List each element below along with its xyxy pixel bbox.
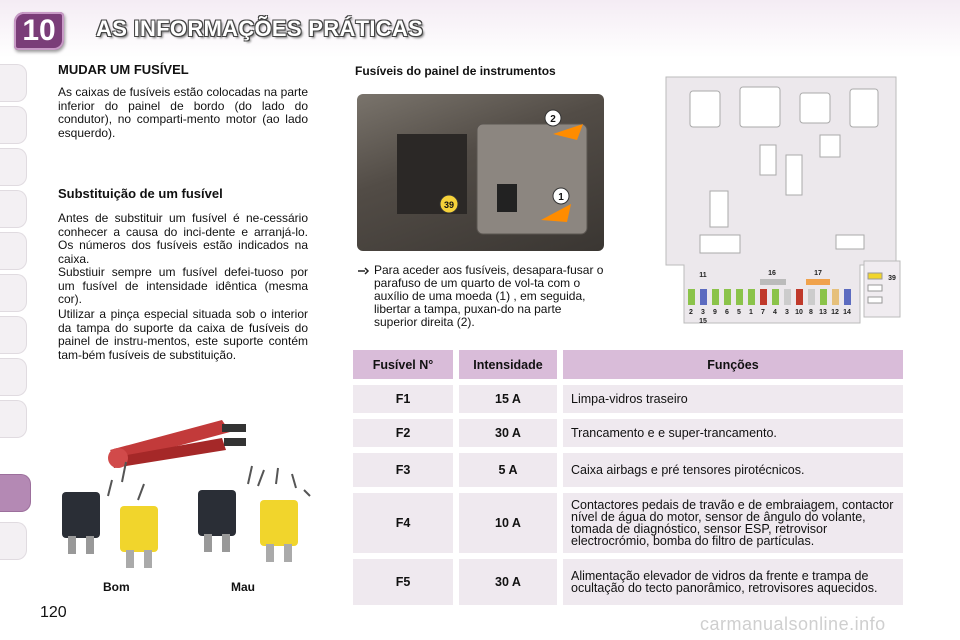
fuse-function: Alimentação elevador de vidros da frente e trampa de ocultação do tecto panorâmico, retrovisores aquecidos. [563, 559, 903, 605]
fuse-amps: 30 A [459, 419, 563, 447]
access-instruction: Para aceder aos fusíveis, desapara-fusar o parafuso de um quarto de vol-ta com o auxílio de uma moeda (1) , em seguida, libertar a tampa, puxan-do na parte superior direita (2). [374, 263, 604, 329]
fuse-pliers-icon [108, 420, 246, 468]
column-header-functions: Funções [563, 350, 903, 379]
chapter-tab[interactable] [0, 358, 27, 396]
diagram-label: 7 [761, 309, 765, 316]
diagram-label: 5 [737, 309, 741, 316]
fuse-number: F3 [353, 453, 459, 487]
fuse-amps: 10 A [459, 493, 563, 553]
diagram-label: 14 [843, 309, 851, 316]
chapter-tab[interactable] [0, 64, 27, 102]
fuse-number: F2 [353, 419, 459, 447]
page-title: AS INFORMAÇÕES PRÁTICAS [96, 16, 424, 41]
fuse-amps: 5 A [459, 453, 563, 487]
diagram-label: 1 [749, 309, 753, 316]
chapter-tab[interactable] [0, 106, 27, 144]
chapter-tab[interactable] [0, 274, 27, 312]
fuse-amps: 15 A [459, 385, 563, 413]
fuse-number: F5 [353, 559, 459, 605]
watermark: carmanualsonline.info [700, 614, 886, 634]
diagram-label: 12 [831, 309, 839, 316]
table-row [353, 385, 903, 413]
diagram-label: 10 [795, 309, 803, 316]
intro-paragraph: As caixas de fusíveis estão colocadas na parte inferior do painel de bordo (do lado do condutor), no comparti-mento motor (ao lado esquerdo). [58, 85, 308, 140]
diagram-label: 6 [725, 309, 729, 316]
side-fuse-panel [864, 261, 900, 317]
fuse-illustration [52, 410, 314, 580]
fuse-table [353, 344, 903, 611]
diagram-label: 13 [819, 309, 827, 316]
diagram-label: 9 [713, 309, 717, 316]
diagram-label: 16 [768, 270, 776, 277]
chapter-tab[interactable] [0, 232, 27, 270]
good-fuse-label: Bom [103, 580, 130, 594]
chapter-tab[interactable] [0, 522, 27, 560]
fuse-function: Trancamento e e super-trancamento. [563, 419, 903, 447]
diagram-label: 4 [773, 309, 777, 316]
subsection-heading: Substituição de um fusível [58, 186, 223, 201]
fuse-amps: 30 A [459, 559, 563, 605]
table-row [353, 559, 903, 605]
chapter-tab[interactable] [0, 316, 27, 354]
table-row [353, 453, 903, 487]
column-header-fuse: Fusível N° [353, 350, 459, 379]
diagram-label: 8 [809, 309, 813, 316]
column-header-amps: Intensidade [459, 350, 563, 379]
chapter-tab[interactable] [0, 190, 27, 228]
fuse-function: Contactores pedais de travão e de embraiagem, contactor nível de água do motor, sensor de ângulo do volante, tomada de diagnóstico, sensor ESP, retrovisor electrocrómio, bomba do filtro de partículas. [563, 493, 903, 553]
blown-fuse-icon [198, 466, 310, 562]
diagram-label: 15 [699, 318, 707, 325]
paragraph: Antes de substituir um fusível é ne-cessário conhecer a causa do inci-dente e arranjá-lo. Os números dos fusíveis estão indicados na caixa. [58, 211, 308, 266]
diagram-label: 2 [689, 309, 693, 316]
page-number: 120 [40, 604, 67, 621]
bad-fuse-label: Mau [231, 580, 255, 594]
chapter-badge: 10 [14, 12, 64, 50]
diagram-label: 39 [888, 275, 896, 282]
table-row [353, 493, 903, 553]
fuse-number: F1 [353, 385, 459, 413]
good-fuse-icon [62, 462, 158, 568]
fuse-box-diagram [660, 73, 902, 327]
diagram-label: 3 [701, 309, 705, 316]
fuse-function: Limpa-vidros traseiro [563, 385, 903, 413]
chapter-tab-active[interactable] [0, 474, 31, 512]
chapter-tab[interactable] [0, 148, 27, 186]
diagram-label: 17 [814, 270, 822, 277]
section-title: Fusíveis do painel de instrumentos [355, 64, 556, 78]
diagram-label: 3 [785, 309, 789, 316]
section-heading: MUDAR UM FUSÍVEL [58, 62, 189, 77]
table-row [353, 419, 903, 447]
fuse-function: Caixa airbags e pré tensores pirotécnicos. [563, 453, 903, 487]
paragraph: Utilizar a pinça especial situada sob o interior da tampa do suporte da caixa de fusíveis do painel de instru-mentos, este suporte contém tam-bém fusíveis de substituição. [58, 307, 308, 362]
callout-1: 1 [558, 192, 564, 203]
pointing-hand-icon [356, 264, 370, 278]
table-header-row [353, 350, 903, 379]
callout-39: 39 [443, 200, 455, 210]
chapter-tab[interactable] [0, 400, 27, 438]
dashboard-photo [357, 94, 604, 251]
diagram-label: 11 [699, 272, 707, 279]
paragraph: Substiuir sempre um fusível defei-tuoso por um fusível de intensidade idêntica (mesma cor). [58, 265, 308, 306]
fuse-number: F4 [353, 493, 459, 553]
callout-2: 2 [550, 114, 556, 125]
